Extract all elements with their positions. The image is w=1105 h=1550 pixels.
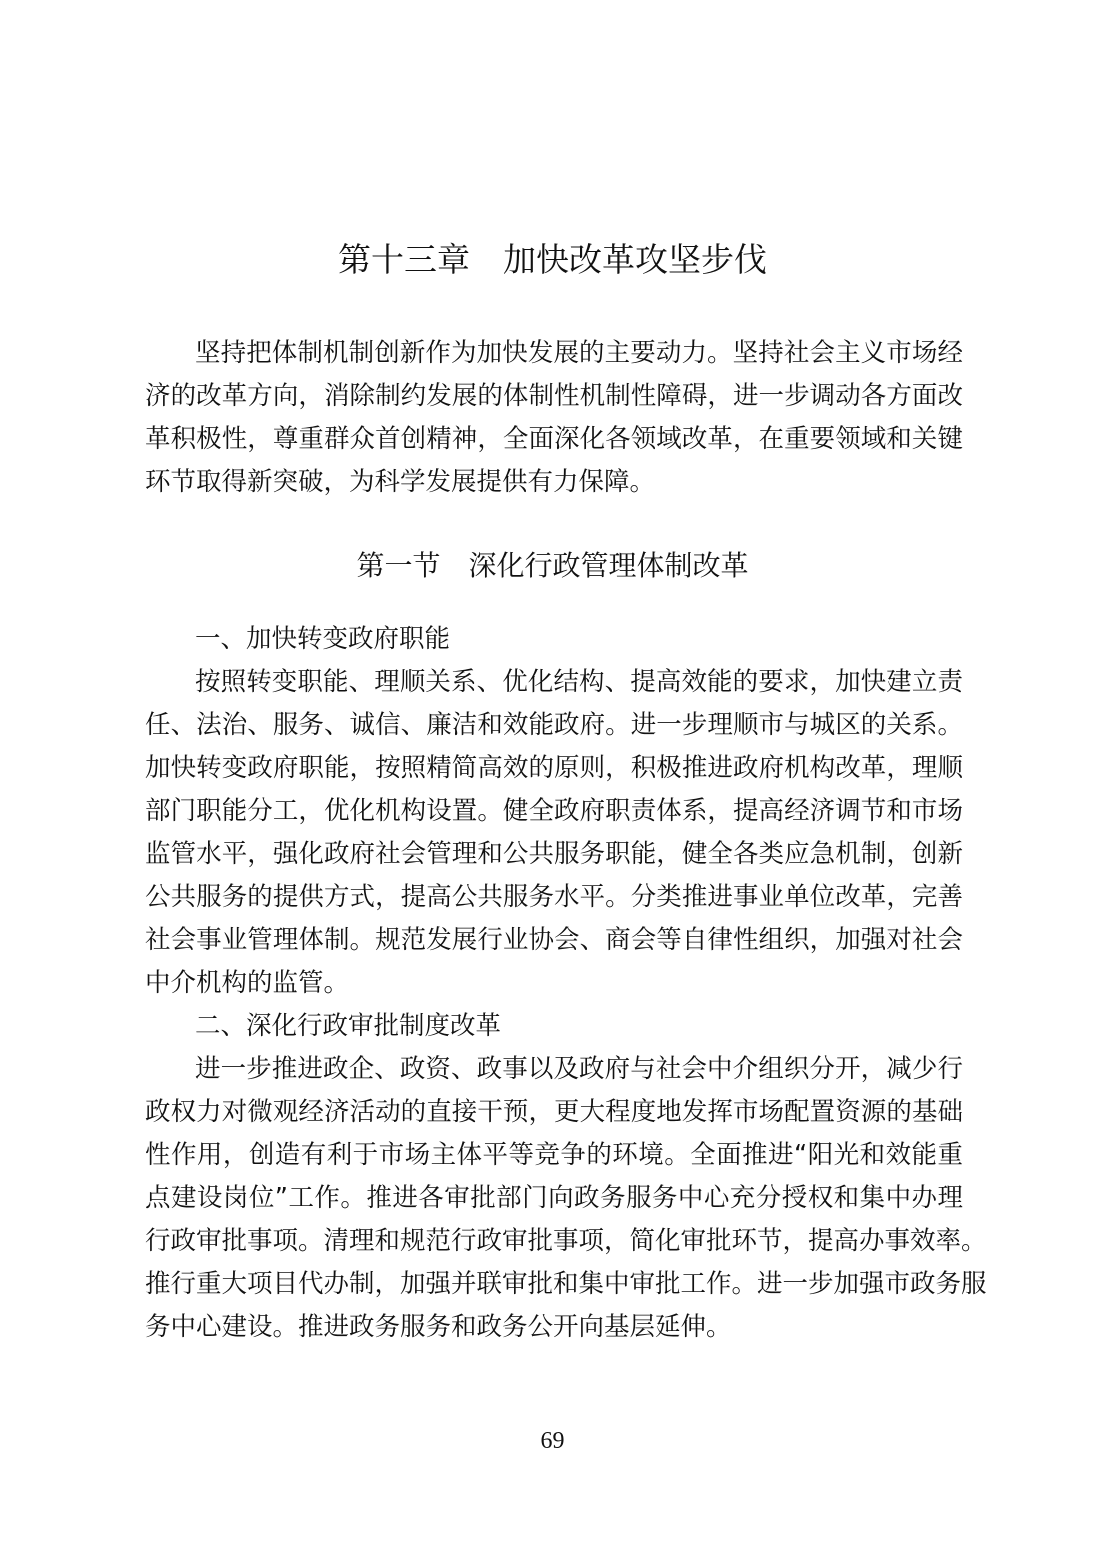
paragraph-line: 性作用，创造有利于市场主体平等竞争的环境。全面推进“阳光和效能重 <box>145 1140 963 1170</box>
paragraph-line: 社会事业管理体制。规范发展行业协会、商会等自律性组织，加强对社会 <box>145 925 963 955</box>
paragraph-line: 推行重大项目代办制，加强并联审批和集中审批工作。进一步加强市政务服 <box>145 1269 987 1299</box>
paragraph-line: 按照转变职能、理顺关系、优化结构、提高效能的要求，加快建立责 <box>195 667 963 697</box>
subsection-2 <box>145 1005 987 1349</box>
paragraph-line: 政权力对微观经济活动的直接干预，更大程度地发挥市场配置资源的基础 <box>145 1097 963 1127</box>
section-title: 第一节 深化行政管理体制改革 <box>356 549 749 582</box>
paragraph-line: 环节取得新突破，为科学发展提供有力保障。 <box>145 467 656 497</box>
subsection-1 <box>145 618 963 1005</box>
paragraph-line: 点建设岗位”工作。推进各审批部门向政务服务中心充分授权和集中办理 <box>145 1183 963 1213</box>
paragraph-line: 务中心建设。推进政务服务和政务公开向基层延伸。 <box>145 1312 732 1342</box>
intro-paragraph <box>145 332 963 504</box>
paragraph-line: 部门职能分工，优化机构设置。健全政府职责体系，提高经济调节和市场 <box>145 796 963 826</box>
page-number: 69 <box>540 1428 565 1454</box>
paragraph-line: 行政审批事项。清理和规范行政审批事项，简化审批环节，提高办事效率。 <box>145 1226 987 1256</box>
paragraph-line: 监管水平，强化政府社会管理和公共服务职能，健全各类应急机制，创新 <box>145 839 963 869</box>
paragraph-line: 公共服务的提供方式，提高公共服务水平。分类推进事业单位改革，完善 <box>145 882 963 912</box>
paragraph-line: 济的改革方向，消除制约发展的体制性机制性障碍，进一步调动各方面改 <box>145 381 963 411</box>
chapter-title: 第十三章 加快改革攻坚步伐 <box>338 240 767 279</box>
paragraph-line: 革积极性，尊重群众首创精神，全面深化各领域改革，在重要领域和关键 <box>145 424 963 454</box>
paragraph-line: 任、法治、服务、诚信、廉洁和效能政府。进一步理顺市与城区的关系。 <box>145 710 963 740</box>
subsection-heading: 二、深化行政审批制度改革 <box>195 1011 502 1041</box>
paragraph-line: 坚持把体制机制创新作为加快发展的主要动力。坚持社会主义市场经 <box>195 338 963 368</box>
paragraph-line: 中介机构的监管。 <box>145 968 350 998</box>
paragraph-line: 进一步推进政企、政资、政事以及政府与社会中介组织分开，减少行 <box>195 1054 963 1084</box>
subsection-heading: 一、加快转变政府职能 <box>195 624 451 654</box>
paragraph-line: 加快转变政府职能，按照精简高效的原则，积极推进政府机构改革，理顺 <box>145 753 963 783</box>
